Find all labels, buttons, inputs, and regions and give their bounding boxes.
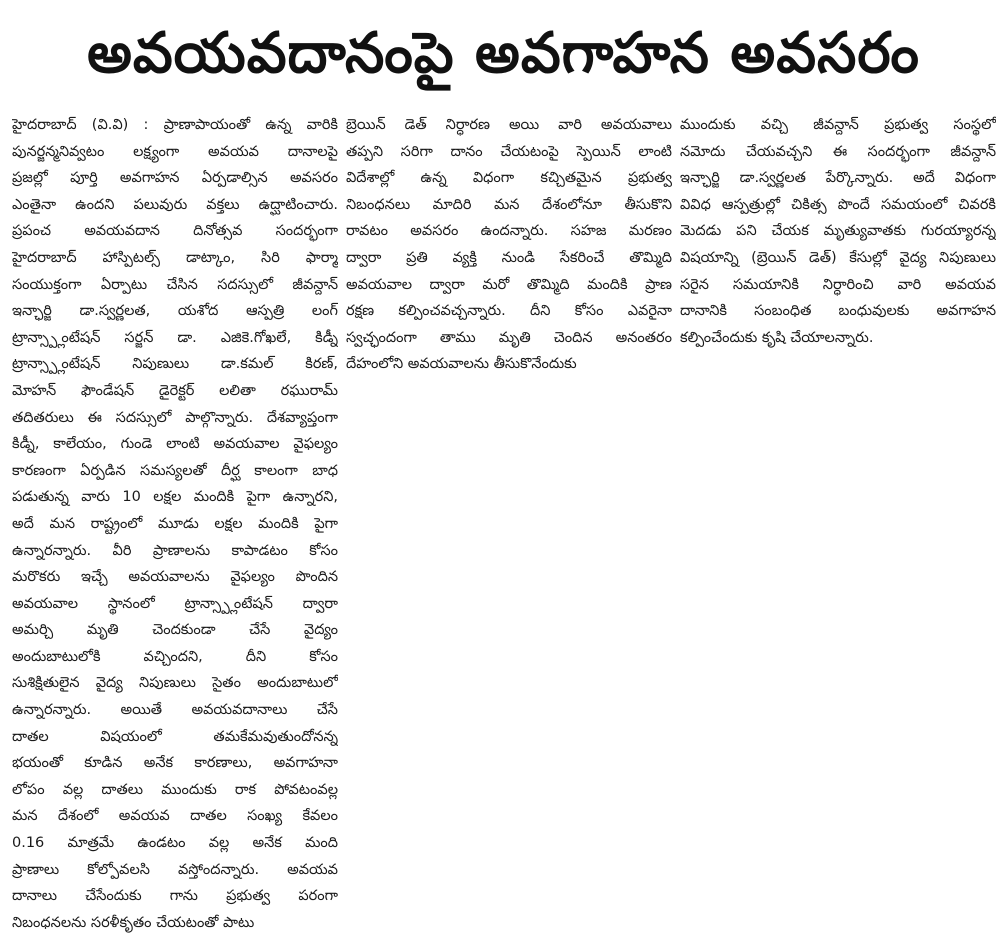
article-line: కల్పించేందుకు కృషి చేయాలన్నారు. <box>680 329 874 346</box>
article-line: సంయుక్తంగా ఏర్పాటు చేసిన సదస్సులో జీవన్దాన్ <box>12 276 338 293</box>
article-line: అమర్చి మృతి చెందకుండా చేసే వైద్యం <box>12 622 338 639</box>
article-line: మెదడు పని చేయక మృత్యువాతకు గురయ్యారన్న <box>680 223 996 240</box>
article-column-2 <box>346 112 672 378</box>
article-line: కారణంగా ఏర్పడిన సమస్యలతో దీర్ఘ కాలంగా బాధ <box>12 462 338 479</box>
article-line: కిడ్నీ, కాలేయం, గుండె లాంటి అవయవాల వైఫల్యం <box>12 436 338 453</box>
article-line: పడుతున్న వారు 10 లక్షల మందికి పైగా ఉన్నారని, <box>12 489 338 506</box>
article-line: నిబంధనలు మాదిరి మన దేశంలోనూ తీసుకొని <box>346 196 672 213</box>
article-line: విషయాన్ని (బ్రెయిన్ డెత్) కేసుల్లో వైద్య నిపుణులు <box>680 249 996 266</box>
article-line: ఇన్ఛార్జి డా.స్వర్ణలత పేర్కొన్నారు. అదే విధంగా <box>680 170 996 187</box>
article-line: బ్రెయిన్ డెత్ నిర్ధారణ అయి వారి అవయవాలు <box>346 117 672 133</box>
article-line: ఇన్ఛార్జి డా.స్వర్ణలత, యశోద ఆస్పత్రి లంగ్ <box>12 303 338 320</box>
article-line: తప్పని సరిగా దానం చేయటంపై స్పెయిన్ లాంటి <box>346 143 672 160</box>
article-line: రక్షణ కల్పించవచ్చన్నారు. దీని కోసం ఎవరైనా <box>346 303 672 320</box>
article-line: దాతల విషయంలో తమకేమవుతుందోనన్న <box>12 728 338 745</box>
article-line: ట్రాన్స్ప్లాంటేషన్ సర్జన్ డా. ఎజికె.గోఖలే, కిడ్నీ <box>12 329 338 346</box>
article-line: ప్రజల్లో పూర్తి అవగాహన ఏర్పడాల్సిన అవసరం <box>12 170 338 187</box>
article-line: ఎంతైనా ఉందని పలువురు వక్తలు ఉద్ఘాటించారు. <box>12 196 338 213</box>
article-line: మరొకరు ఇచ్చే అవయవాలను వైఫల్యం పొందిన <box>12 569 338 586</box>
article-line: సరైన సమయానికి నిర్ధారించి వారి అవయవ <box>680 276 996 293</box>
article-line: సుశిక్షితులైన వైద్య నిపుణులు సైతం అందుబాటులో <box>12 675 338 692</box>
article-line: హైదరాబాద్ హాస్పిటల్స్ డాట్కాం, సిరి ఫార్మా <box>12 249 338 266</box>
article-line: ప్రపంచ అవయవదాన దినోత్సవ సందర్భంగా <box>12 223 338 240</box>
article-line: అవయవాల ద్వారా మరో తొమ్మిది మందికి ప్రాణ <box>346 276 672 293</box>
article-line: ఉన్నారన్నారు. వీరి ప్రాణాలను కాపాడటం కోసం <box>12 542 338 559</box>
article-column-3 <box>680 112 996 351</box>
article-line: స్వచ్ఛందంగా తాము మృతి చెందిన అనంతరం <box>346 329 672 346</box>
headline: అవయవదానంపై అవగాహన అవసరం <box>87 21 920 86</box>
article-line: అదే మన రాష్ట్రంలో మూడు లక్షల మందికి పైగా <box>12 515 338 532</box>
article-line: ప్రాణాలు కోల్పోవలసి వస్తోందన్నారు. అవయవ <box>12 861 338 878</box>
article-line: ఉన్నారన్నారు. అయితే అవయవదానాలు చేసే <box>12 702 338 719</box>
article-line: 0.16 మాత్రమే ఉండటం వల్ల అనేక మంది <box>12 835 338 852</box>
article-line: తదితరులు ఈ సదస్సులో పాల్గొన్నారు. దేశవ్యాప్తంగా <box>12 409 338 426</box>
article-line: ముందుకు వచ్చి జీవన్దాన్ ప్రభుత్వ సంస్థలో <box>680 117 996 133</box>
article-line: రావటం అవసరం ఉందన్నారు. సహజ మరణం <box>346 223 672 240</box>
article-line: అవయవాల స్థానంలో ట్రాన్స్ప్లాంటేషన్ ద్వారా <box>12 595 338 612</box>
article-line: ద్వారా ప్రతి వ్యక్తి నుండి సేకరించే తొమ్మిది <box>346 249 672 266</box>
article-line: మోహన్ ఫౌండేషన్ డైరెక్టర్ లలితా రఘురామ్ <box>12 382 338 399</box>
article-line: దానానికి సంబంధిత బంధువులకు అవగాహన <box>680 303 996 320</box>
article-line: నిబంధనలను సరళీకృతం చేయటంతో పాటు <box>12 914 255 931</box>
article-line: నమోదు చేయవచ్చని ఈ సందర్భంగా జీవన్దాన్ <box>680 143 996 160</box>
article-line: దానాలు చేసేందుకు గాను ప్రభుత్వ పరంగా <box>12 888 338 905</box>
article-line: విదేశాల్లో ఉన్న విధంగా కచ్చితమైన ప్రభుత్వ <box>346 170 672 187</box>
article-column-1 <box>12 112 338 936</box>
article-line: ట్రాన్స్ప్లాంటేషన్ నిపుణులు డా.కమల్ కిరణ్, <box>12 356 338 373</box>
article-line: లోపం వల్ల దాతలు ముందుకు రాక పోవటంవల్ల <box>12 781 338 798</box>
article-line: పునర్జన్మనివ్వటం లక్ష్యంగా అవయవ దానాలపై <box>12 143 338 160</box>
article-line: దేహంలోని అవయవాలను తీసుకొనేందుకు <box>346 356 577 373</box>
article-line: హైదరాబాద్ (వి.వి) : ప్రాణాపాయంతో ఉన్న వారికి <box>12 117 338 133</box>
article-line: అందుబాటులోకి వచ్చిందని, దీని కోసం <box>12 648 338 665</box>
article-line: మన దేశంలో అవయవ దాతల సంఖ్య కేవలం <box>12 808 338 825</box>
article-line: భయంతో కూడిన అనేక కారణాలు, అవగాహనా <box>12 755 338 772</box>
article-line: వివిధ ఆస్పత్రుల్లో చికిత్స పొందే సమయంలో చివరకి <box>680 196 996 213</box>
